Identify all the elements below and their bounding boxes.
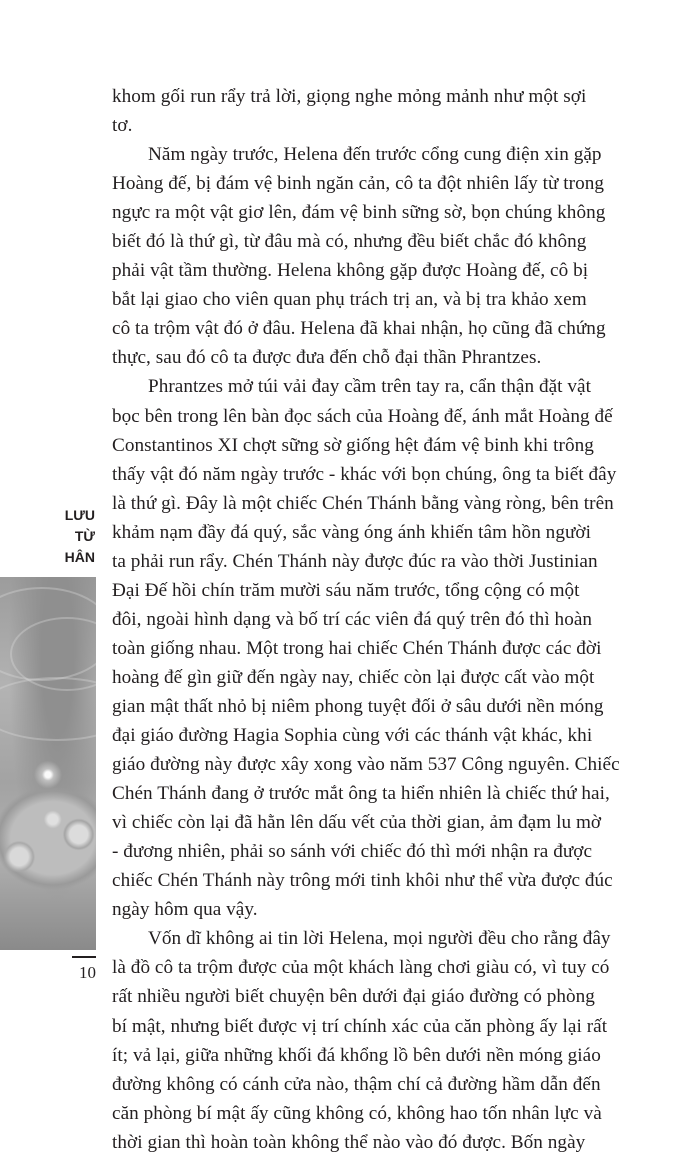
- text-line: bắt lại giao cho viên quan phụ trách trị an, và bị tra khảo xem: [112, 289, 587, 311]
- text-line: Chén Thánh đang ở trước mắt ông ta hiển nhiên là chiếc thứ hai,: [112, 783, 610, 805]
- text-line: chiếc Chén Thánh này trông mới tinh khôi như thể vừa được đúc: [112, 870, 613, 892]
- text-line: thấy vật đó năm ngày trước - khác với bọn chúng, ông ta biết đây: [112, 463, 617, 485]
- author-line: HÂN: [64, 549, 95, 565]
- author-name: [65, 505, 95, 568]
- text-line: Constantinos XI chợt sững sờ giống hệt đám vệ binh khi trông: [112, 434, 594, 456]
- text-line: là đồ cô ta trộm được của một khách làng chơi giàu có, vì tuy có: [112, 957, 610, 979]
- text-line: rất nhiều người biết chuyện bên dưới đại giáo đường có phòng: [112, 986, 595, 1008]
- text-line: bọc bên trong lên bàn đọc sách của Hoàng đế, ánh mắt Hoàng đế: [112, 405, 613, 427]
- text-line: ngực ra một vật giơ lên, đám vệ binh sững sờ, bọn chúng không: [112, 202, 606, 224]
- text-line: - đương nhiên, phải so sánh với chiếc đó thì mới nhận ra được: [112, 841, 593, 863]
- text-line: thời gian thì hoàn toàn không thể nào vào đó được. Bốn ngày: [112, 1131, 586, 1153]
- text-line: hoàng đế gìn giữ đến ngày nay, chiếc còn lại được cất vào một: [112, 666, 595, 688]
- text-line: phải vật tầm thường. Helena không gặp được Hoàng đế, cô bị: [112, 260, 589, 282]
- text-line: Đại Đế hồi chín trăm mười sáu năm trước, tổng cộng có một: [112, 579, 580, 601]
- cover-art-strip: [0, 577, 96, 950]
- paragraph: [112, 924, 611, 1156]
- text-line: là thứ gì. Đây là một chiếc Chén Thánh bằng vàng ròng, bên trên: [112, 492, 614, 514]
- text-line: ngày hôm qua vậy.: [112, 899, 258, 921]
- text-line: cô ta trộm vật đó ở đâu. Helena đã khai nhận, họ cũng đã chứng: [112, 318, 606, 340]
- text-line: tơ.: [112, 115, 133, 137]
- text-line: đôi, ngoài hình dạng và bố trí các viên đá quý trên đó thì hoàn: [112, 608, 593, 630]
- text-line: gian mật thất nhỏ bị niêm phong tuyệt đối ở sâu dưới nền móng: [112, 695, 604, 717]
- text-line: biết đó là thứ gì, từ đâu mà có, nhưng đều biết chắc đó không: [112, 231, 587, 253]
- author-line: LƯU: [64, 507, 95, 523]
- text-line: vì chiếc còn lại đã hằn lên dấu vết của thời gian, ảm đạm lu mờ: [112, 812, 602, 834]
- text-line: ta phải run rẩy. Chén Thánh này được đúc ra vào thời Justinian: [112, 550, 598, 572]
- text-line: Phrantzes mở túi vải đay cầm trên tay ra, cẩn thận đặt vật: [148, 376, 592, 398]
- text-line: toàn giống nhau. Một trong hai chiếc Chén Thánh được các đời: [112, 637, 602, 659]
- text-line: khom gối run rẩy trả lời, giọng nghe mỏng mảnh như một sợi: [112, 86, 587, 107]
- text-line: Hoàng đế, bị đám vệ binh ngăn cản, cô ta đột nhiên lấy từ trong: [112, 173, 605, 195]
- text-line: căn phòng bí mật ấy cũng không có, không hao tốn nhân lực và: [112, 1102, 602, 1124]
- author-line: TỪ: [74, 528, 95, 544]
- paragraph: [112, 140, 606, 372]
- paragraph: [112, 82, 587, 140]
- text-line: thực, sau đó cô ta được đưa đến chỗ đại thần Phrantzes.: [112, 347, 542, 369]
- text-line: Vốn dĩ không ai tin lời Helena, mọi người đều cho rằng đây: [148, 928, 611, 950]
- text-line: đại giáo đường Hagia Sophia cùng với các thánh vật khác, khi: [112, 725, 593, 747]
- text-line: đường không có cánh cửa nào, thậm chí cả đường hầm dẫn đến: [112, 1073, 601, 1095]
- text-line: ít; vả lại, giữa những khối đá khổng lồ bên dưới nền móng giáo: [112, 1044, 601, 1066]
- page-number-rule: [72, 956, 96, 958]
- text-line: khảm nạm đầy đá quý, sắc vàng óng ánh khiến tâm hồn người: [112, 521, 591, 543]
- text-line: Năm ngày trước, Helena đến trước cổng cung điện xin gặp: [148, 144, 602, 166]
- text-line: giáo đường này được xây xong vào năm 537 Công nguyên. Chiếc: [112, 754, 620, 776]
- paragraph: [112, 372, 620, 924]
- text-line: bí mật, nhưng biết được vị trí chính xác của căn phòng ấy lại rất: [112, 1015, 608, 1037]
- page-number: 10: [79, 963, 96, 982]
- body-text: [112, 82, 620, 1157]
